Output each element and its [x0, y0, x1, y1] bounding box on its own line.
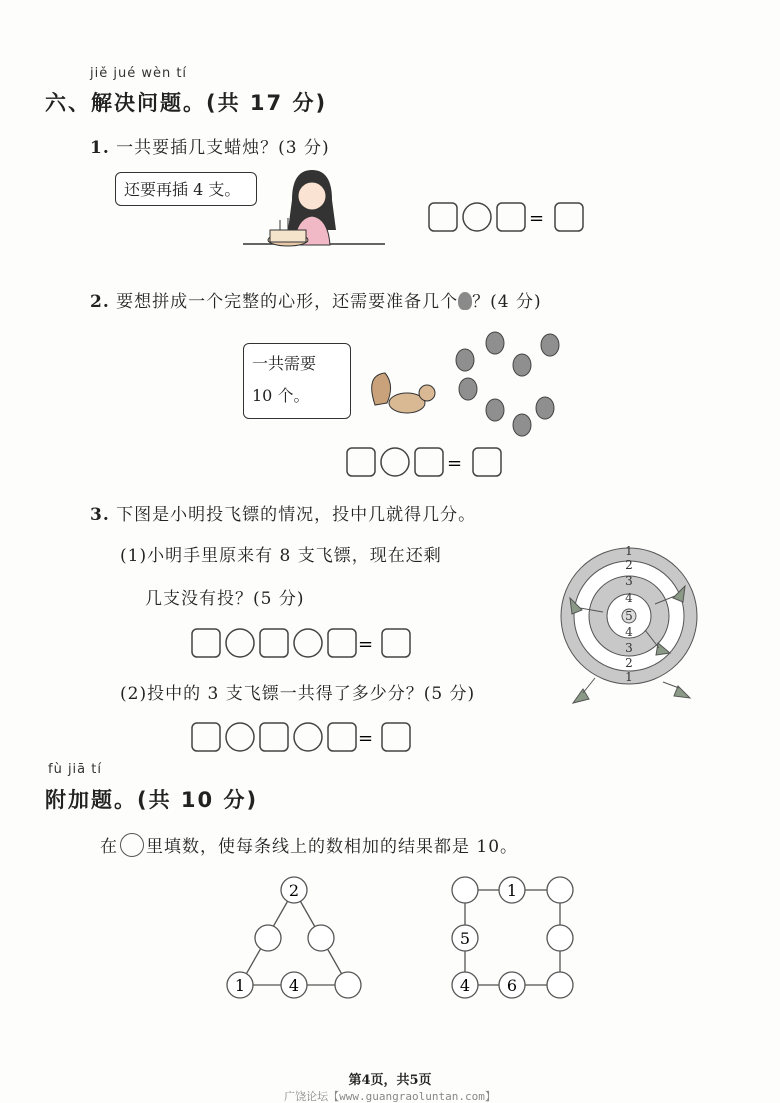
ring-label: 2 [625, 558, 633, 572]
sub-question-1: (1)小明手里原来有 8 支飞镖，现在还剩 [120, 546, 442, 566]
pinecone-icon [536, 397, 554, 419]
question-number: 2. [90, 292, 110, 312]
speech-bubble [243, 343, 351, 419]
answer-box[interactable] [328, 629, 356, 657]
answer-box[interactable] [429, 203, 457, 231]
number-circle[interactable] [547, 877, 573, 903]
operator-circle[interactable] [226, 629, 254, 657]
ring-label: 4 [625, 591, 633, 605]
pinecones-illustration [450, 325, 570, 445]
question-2 [90, 287, 542, 312]
pinecone-icon [513, 414, 531, 436]
girl-with-cake-illustration [240, 160, 390, 255]
answer-box[interactable] [260, 723, 288, 751]
circle-number: 6 [506, 976, 518, 995]
circle-number: 1 [234, 976, 246, 995]
equation-q3-1 [188, 626, 418, 662]
operator-circle[interactable] [226, 723, 254, 751]
instruction-text: 里填数，使每条线上的数相加的结果都是 10。 [146, 837, 519, 857]
ring-label: 1 [625, 670, 633, 684]
circle-number: 4 [288, 976, 300, 995]
bonus-pinyin: fù jiā tí [48, 762, 102, 777]
circle-number: 1 [506, 881, 518, 900]
square-puzzle [445, 870, 580, 1000]
pinecone-icon [459, 378, 477, 400]
bubble-line: 一共需要 [252, 354, 317, 373]
number-circle[interactable] [335, 972, 361, 998]
number-circle[interactable] [452, 877, 478, 903]
number-circle[interactable] [255, 925, 281, 951]
instruction-text: 在 [100, 837, 118, 857]
operator-circle[interactable] [463, 203, 491, 231]
question-number: 3. [90, 505, 110, 525]
squirrel-illustration [365, 365, 445, 420]
answer-box[interactable] [192, 723, 220, 751]
pinecone-icon [486, 332, 504, 354]
equals-sign: = [529, 208, 545, 229]
triangle-puzzle [220, 870, 370, 1000]
section-pinyin: jiě jué wèn tí [90, 66, 188, 81]
equation-q2 [343, 445, 508, 481]
operator-circle[interactable] [294, 723, 322, 751]
equals-sign: = [358, 728, 374, 749]
question-score: ？(4 分) [472, 292, 542, 312]
dart-icon [573, 678, 595, 703]
pinecone-icon [456, 349, 474, 371]
ring-label: 4 [625, 625, 633, 639]
bonus-instruction [100, 832, 518, 857]
answer-box[interactable] [382, 629, 410, 657]
sub-question-1-cont: 几支没有投？(5 分) [145, 589, 305, 609]
equation-q3-2 [188, 720, 418, 756]
bubble-line: 10 个。 [252, 386, 310, 405]
equation-q1 [425, 200, 590, 236]
question-text: 要想拼成一个完整的心形，还需要准备几个 [116, 292, 459, 312]
pinecone-icon [486, 399, 504, 421]
dart-icon [663, 682, 690, 698]
circle-number: 4 [459, 976, 471, 995]
ring-label: 1 [625, 544, 633, 558]
watermark: 广饶论坛【www.guangraoluntan.com】 [284, 1090, 496, 1103]
pinecone-icon [513, 354, 531, 376]
question-3 [90, 500, 476, 525]
operator-circle[interactable] [381, 448, 409, 476]
sub-question-2: (2)投中的 3 支飞镖一共得了多少分？(5 分) [120, 684, 476, 704]
answer-box[interactable] [555, 203, 583, 231]
answer-box[interactable] [415, 448, 443, 476]
circle-number: 2 [288, 881, 300, 900]
ring-label: 3 [625, 574, 633, 588]
page-number: 第4页，共5页 [348, 1073, 432, 1088]
pinecone-icon [458, 292, 472, 310]
question-text: 下图是小明投飞镖的情况，投中几就得几分。 [116, 505, 477, 525]
equals-sign: = [447, 453, 463, 474]
circle-icon [120, 833, 144, 857]
number-circle[interactable] [547, 925, 573, 951]
answer-box[interactable] [328, 723, 356, 751]
ring-label: 5 [625, 609, 633, 623]
answer-box[interactable] [473, 448, 501, 476]
ring-label: 3 [625, 641, 633, 655]
ring-label: 2 [625, 656, 633, 670]
answer-box[interactable] [192, 629, 220, 657]
dartboard-illustration [555, 538, 715, 718]
answer-box[interactable] [382, 723, 410, 751]
equals-sign: = [358, 634, 374, 655]
circle-number: 5 [459, 929, 471, 948]
number-circle[interactable] [547, 972, 573, 998]
answer-box[interactable] [260, 629, 288, 657]
question-number: 1. [90, 138, 110, 158]
operator-circle[interactable] [294, 629, 322, 657]
speech-bubble: 还要再插 4 支。 [115, 172, 257, 206]
pinecone-icon [541, 334, 559, 356]
number-circle[interactable] [308, 925, 334, 951]
question-text: 一共要插几支蜡烛？(3 分) [116, 138, 330, 158]
question-1 [90, 133, 330, 158]
bonus-title: 附加题。(共 10 分) [45, 788, 259, 812]
answer-box[interactable] [497, 203, 525, 231]
section-title: 六、解决问题。(共 17 分) [45, 91, 328, 115]
answer-box[interactable] [347, 448, 375, 476]
